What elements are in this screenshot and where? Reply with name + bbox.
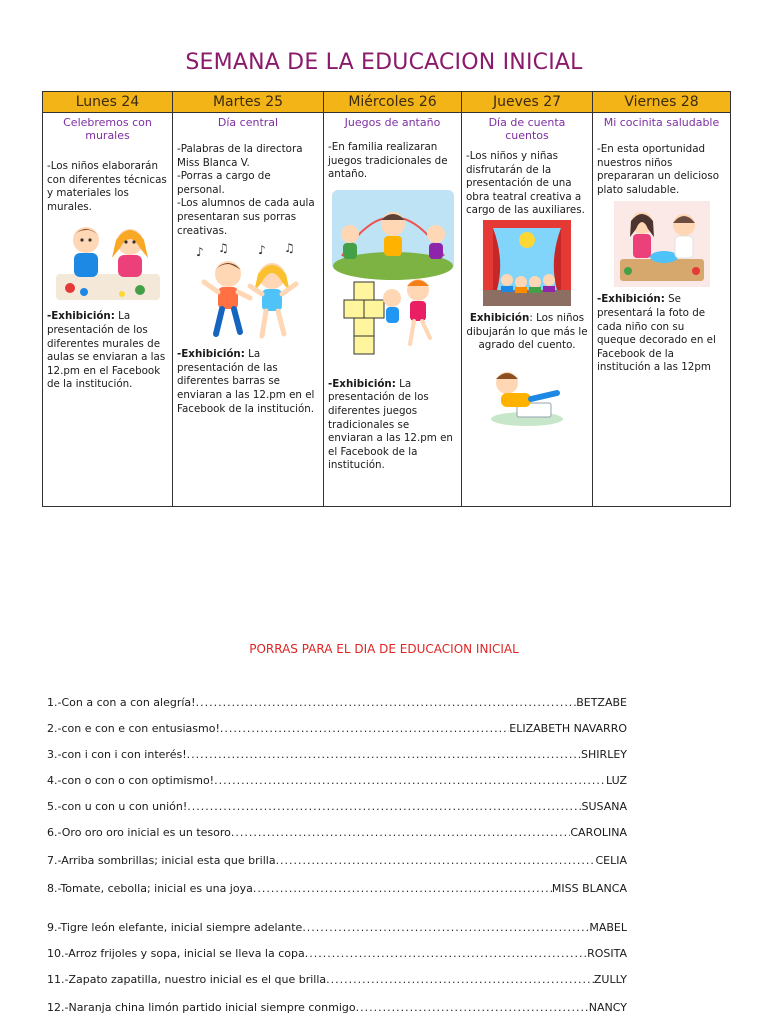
day-topic: Día de cuenta cuentos [488,116,566,142]
exhibition-note: -Exhibición: La presentación de los diferentes juegos tradicionales se enviaran a las 12.pm en el Facebook de la institución. [328,377,453,472]
kid-drawing-illustration [487,357,567,429]
day-header: Viernes 28 [593,92,731,113]
cheer-item: 3.-con i con i con interés! ..... SHIRLEY [47,748,737,761]
day-cell-viernes [593,113,731,507]
cheer-item: 4.-con o con o con optimismo! ..... LUZ [47,774,737,787]
svg-text:♪: ♪ [258,243,266,258]
exhibition-note: -Exhibición: La presentación de los diferentes murales de aulas se enviaran a las 12.pm en el Facebook de la institución. [47,310,166,391]
kids-cooking-illustration [614,201,710,287]
puppet-theater-illustration [483,220,571,306]
day-description: -En familia realizaran juegos tradicionales de antaño. [328,141,448,181]
day-description: -Palabras de la directora Miss Blanca V. -Porras a cargo de personal. -Los alumnos de cada aula presentaran sus porras creativas. [177,143,315,237]
day-header: Martes 25 [173,92,324,113]
day-description: -En esta oportunidad nuestros niños prepararan un delicioso plato saludable. [597,143,720,196]
cheer-item: 8.-Tomate, cebolla; inicial es una joya ..... MISS BLANCA [47,882,737,895]
dancing-kids-illustration [188,242,308,342]
exhibition-note: -Exhibición: La presentación de las diferentes barras se enviaran a las 12.pm en el Facebook de la institución. [177,348,315,415]
day-description: -Los niños elaborarán con diferentes técnicas y materiales los murales. [47,160,167,213]
day-header-row [43,92,731,113]
svg-text:♪: ♪ [196,245,204,260]
day-topic: Mi cocinita saludable [603,116,720,129]
cheer-item: 9.-Tigre león elefante, inicial siempre adelante ..... MABEL [47,921,737,934]
cheer-item: 7.-Arriba sombrillas; inicial esta que brilla ..... CELIA [47,854,737,867]
page-title: SEMANA DE LA EDUCACION INICIAL [185,50,583,75]
cheer-item: 10.-Arroz frijoles y sopa, inicial se lleva la copa ..... ROSITA [47,947,737,960]
cheer-item: 6.-Oro oro oro inicial es un tesoro ..... CAROLINA [47,826,737,839]
day-cell-lunes [43,113,173,507]
svg-text:♫: ♫ [218,242,229,256]
day-header: Miércoles 26 [324,92,462,113]
day-header: Lunes 24 [43,92,173,113]
kids-painting-illustration [52,218,164,304]
exhibition-note: Exhibición: Los niños dibujarán lo que más le agrado del cuento. [466,311,588,352]
day-description: -Los niños y niñas disfrutarán de la presentación de una obra teatral creativa a cargo de las auxiliares. [466,150,585,217]
cheer-item: 12.-Naranja china limón partido inicial siempre conmigo ..... NANCY [47,1001,737,1014]
day-header: Jueves 27 [462,92,593,113]
day-content-row [43,113,731,507]
exhibition-note: -Exhibición: Se presentará la foto de cada niño con su queque decorado en el Facebook de la institución a las 12pm [597,293,716,374]
day-cell-jueves [462,113,593,507]
cheer-item: 11.-Zapato zapatilla, nuestro inicial es el que brilla ..... ZULLY [47,973,737,986]
cheers-title: PORRAS PARA EL DIA DE EDUCACION INICIAL [249,642,519,656]
cheer-item: 2.-con e con e con entusiasmo! ..... ELIZABETH NAVARRO [47,722,737,735]
day-topic: Juegos de antaño [344,116,441,129]
day-topic: Celebremos con murales [63,116,152,142]
svg-text:♫: ♫ [284,242,295,256]
weekly-schedule-table [42,91,731,507]
cheer-item: 5.-con u con u con unión! ..... SUSANA [47,800,737,813]
day-cell-martes [173,113,324,507]
cheer-item: 1.-Con a con a con alegría! ..... BETZABE [47,696,737,709]
day-topic: Día central [217,116,279,129]
day-cell-miercoles [324,113,462,507]
traditional-games-illustration [332,186,454,372]
